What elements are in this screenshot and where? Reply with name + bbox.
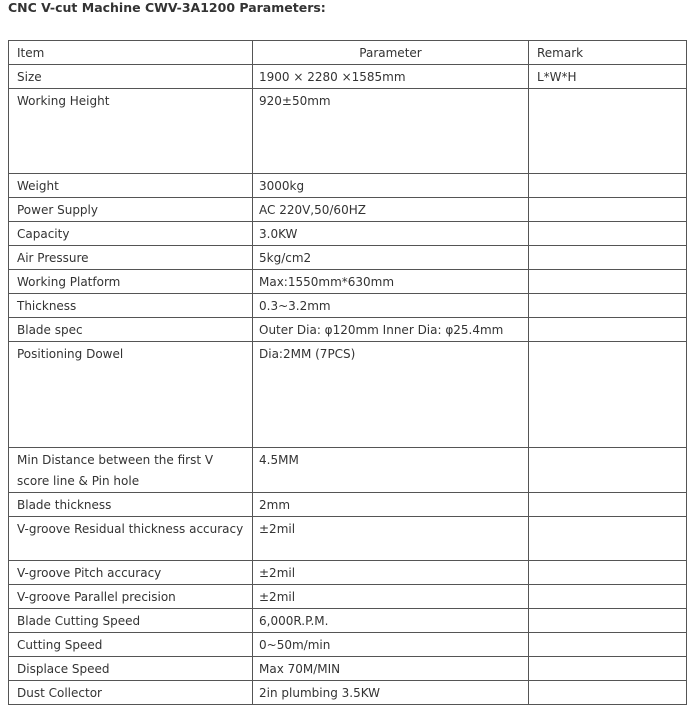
item-cell: Blade thickness	[9, 493, 253, 517]
remark-cell	[529, 89, 687, 174]
parameter-cell: ±2mil	[253, 561, 529, 585]
item-cell: V-groove Pitch accuracy	[9, 561, 253, 585]
parameter-cell: 5kg/cm2	[253, 246, 529, 270]
remark-cell	[529, 561, 687, 585]
item-cell: V-groove Residual thickness accuracy	[9, 517, 253, 561]
parameter-cell: 0.3~3.2mm	[253, 294, 529, 318]
item-cell: Min Distance between the first V score line & Pin hole	[9, 448, 253, 493]
remark-cell	[529, 657, 687, 681]
parameter-cell: ±2mil	[253, 517, 529, 561]
remark-cell	[529, 681, 687, 705]
remark-cell	[529, 609, 687, 633]
parameter-cell: 1900 × 2280 ×1585mm	[253, 65, 529, 89]
parameter-cell: Dia:2MM (7PCS)	[253, 342, 529, 448]
item-cell: Working Platform	[9, 270, 253, 294]
parameter-cell: Max:1550mm*630mm	[253, 270, 529, 294]
item-cell: Air Pressure	[9, 246, 253, 270]
remark-cell	[529, 222, 687, 246]
table-row	[9, 89, 687, 174]
remark-cell	[529, 585, 687, 609]
parameter-cell: AC 220V,50/60HZ	[253, 198, 529, 222]
table-row	[9, 174, 687, 198]
table-row	[9, 493, 687, 517]
remark-cell	[529, 198, 687, 222]
item-cell: Positioning Dowel	[9, 342, 253, 448]
remark-cell	[529, 174, 687, 198]
table-row	[9, 65, 687, 89]
table-row	[9, 681, 687, 705]
item-cell: Cutting Speed	[9, 633, 253, 657]
remark-cell	[529, 246, 687, 270]
parameter-cell: 920±50mm	[253, 89, 529, 174]
remark-cell: L*W*H	[529, 65, 687, 89]
table-row	[9, 246, 687, 270]
parameter-cell: 6,000R.P.M.	[253, 609, 529, 633]
parameter-cell: 3.0KW	[253, 222, 529, 246]
item-cell: Dust Collector	[9, 681, 253, 705]
parameters-table	[8, 40, 687, 705]
table-row	[9, 448, 687, 493]
item-cell: Working Height	[9, 89, 253, 174]
parameter-cell: 2mm	[253, 493, 529, 517]
parameter-cell: ±2mil	[253, 585, 529, 609]
remark-cell	[529, 270, 687, 294]
table-row	[9, 222, 687, 246]
remark-cell	[529, 517, 687, 561]
page-title: CNC V-cut Machine CWV-3A1200 Parameters:	[8, 0, 326, 15]
parameter-cell: Max 70M/MIN	[253, 657, 529, 681]
remark-cell	[529, 342, 687, 448]
header-remark: Remark	[529, 41, 687, 65]
parameter-cell: 3000kg	[253, 174, 529, 198]
header-parameter: Parameter	[253, 41, 529, 65]
table-row	[9, 657, 687, 681]
header-item: Item	[9, 41, 253, 65]
table-row	[9, 561, 687, 585]
table-row	[9, 198, 687, 222]
parameter-cell: 2in plumbing 3.5KW	[253, 681, 529, 705]
remark-cell	[529, 294, 687, 318]
table-row	[9, 342, 687, 448]
item-cell: Blade spec	[9, 318, 253, 342]
item-cell: Power Supply	[9, 198, 253, 222]
remark-cell	[529, 493, 687, 517]
parameter-cell: Outer Dia: φ120mm Inner Dia: φ25.4mm	[253, 318, 529, 342]
item-cell: V-groove Parallel precision	[9, 585, 253, 609]
item-cell: Thickness	[9, 294, 253, 318]
item-cell: Displace Speed	[9, 657, 253, 681]
item-cell: Blade Cutting Speed	[9, 609, 253, 633]
table-row	[9, 318, 687, 342]
parameter-cell: 4.5MM	[253, 448, 529, 493]
item-cell: Weight	[9, 174, 253, 198]
table-row	[9, 517, 687, 561]
table-row	[9, 609, 687, 633]
table-row	[9, 585, 687, 609]
remark-cell	[529, 318, 687, 342]
table-row	[9, 270, 687, 294]
table-row	[9, 294, 687, 318]
item-cell: Size	[9, 65, 253, 89]
table-header-row	[9, 41, 687, 65]
parameter-cell: 0~50m/min	[253, 633, 529, 657]
item-cell: Capacity	[9, 222, 253, 246]
remark-cell	[529, 448, 687, 493]
